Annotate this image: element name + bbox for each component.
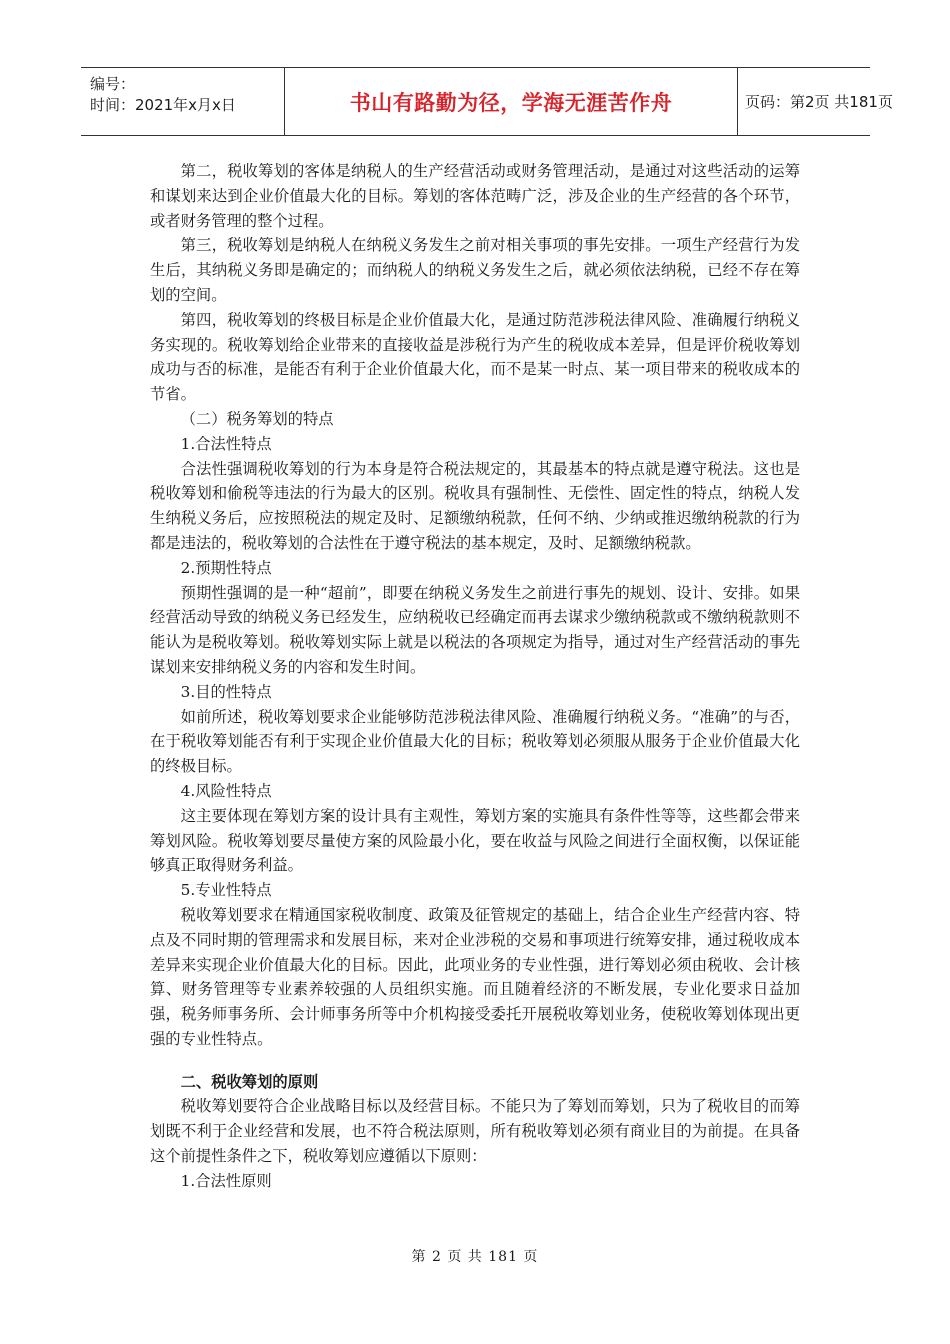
subsection-heading: 4.风险性特点: [180, 781, 272, 800]
number-label: 编号：: [90, 75, 136, 93]
date-label: 时间：2021年x月x日: [90, 96, 236, 114]
body-paragraph: 第二，税收筹划的客体是纳税人的生产经营活动或财务管理活动，是通过对这些活动的运筹和谋划来达到企业价值最大化的目标。筹划的客体范畴广泛，涉及企业的生产经营的各个环节，或者财务管理的整个过程。: [150, 162, 800, 230]
header-motto: 书山有路勤为径，学海无涯苦作舟: [284, 68, 738, 135]
subsection-heading: 3.目的性特点: [180, 682, 272, 701]
header-page-label: 页码：第2页 共181页: [745, 93, 893, 111]
document-body: [150, 159, 800, 1194]
body-paragraph: 预期性强调的是一种“超前”，即要在纳税义务发生之前进行事先的规划、设计、安排。如果经营活动导致的纳税义务已经发生，应纳税收已经确定而再去谋求少缴纳税款或不缴纳税款则不能认为是税收筹划。税收筹划实际上就是以税法的各项规定为指导，通过对生产经营活动的事先谋划来安排纳税义务的内容和发生时间。: [150, 583, 800, 676]
body-paragraph: 税收筹划要求在精通国家税收制度、政策及征管规定的基础上，结合企业生产经营内容、特点及不同时期的管理需求和发展目标，来对企业涉税的交易和事项进行统筹安排，通过税收成本差异来实现企业价值最大化的目标。因此，此项业务的专业性强，进行筹划必须由税收、会计核算、财务管理等专业素养较强的人员组织实施。而且随着经济的不断发展，专业化要求日益加强，税务师事务所、会计师事务所等中介机构接受委托开展税收筹划业务，使税收筹划体现出更强的专业性特点。: [150, 905, 800, 1048]
body-paragraph: 这主要体现在筹划方案的设计具有主观性，筹划方案的实施具有条件性等等，这些都会带来筹划风险。税收筹划要尽量使方案的风险最小化，要在收益与风险之间进行全面权衡，以保证能够真正取得财务利益。: [150, 806, 800, 875]
header-meta: [81, 68, 284, 135]
page-footer: 第 2 页 共 181 页: [411, 1249, 539, 1265]
subsection-heading: 1.合法性特点: [180, 434, 272, 453]
section-heading: 二、税收筹划的原则: [180, 1072, 319, 1091]
subsection-heading: 2.预期性特点: [180, 558, 272, 577]
body-paragraph: 税收筹划要符合企业战略目标以及经营目标。不能只为了筹划而筹划，只为了税收目的而筹划既不利于企业经营和发展，也不符合税法原则，所有税收筹划必须有商业目的为前提。在具备这个前提性条件之下，税收筹划应遵循以下原则：: [150, 1097, 800, 1166]
subsection-heading: （二）税务筹划的特点: [180, 409, 334, 428]
header-table: [81, 67, 893, 136]
body-paragraph: 第三，税收筹划是纳税人在纳税义务发生之前对相关事项的事先安排。一项生产经营行为发生后，其纳税义务即是确定的；而纳税人的纳税义务发生之后，就必须依法纳税，已经不存在筹划的空间。: [150, 236, 800, 304]
subsection-heading: 5.专业性特点: [180, 881, 272, 900]
body-paragraph: 第四，税收筹划的终极目标是企业价值最大化，是通过防范涉税法律风险、准确履行纳税义务实现的。税收筹划给企业带来的直接收益是涉税行为产生的税收成本差异，但是评价税收筹划成功与否的标准，是能否有利于企业价值最大化，而不是某一时点、某一项目带来的税收成本的节省。: [150, 310, 800, 404]
body-paragraph: 合法性强调税收筹划的行为本身是符合税法规定的，其最基本的特点就是遵守税法。这也是税收筹划和偷税等违法的行为最大的区别。税收具有强制性、无偿性、固定性的特点，纳税人发生纳税义务后，应按照税法的规定及时、足额缴纳税款，任何不纳、少纳或推迟缴纳税款的行为都是违法的，税收筹划的合法性在于遵守税法的基本规定，及时、足额缴纳税款。: [150, 459, 800, 552]
subsection-heading: 1.合法性原则: [180, 1171, 272, 1190]
body-paragraph: 如前所述，税收筹划要求企业能够防范涉税法律风险、准确履行纳税义务。“准确”的与否，在于税收筹划能否有利于实现企业价值最大化的目标；税收筹划必须服从服务于企业价值最大化的终极目标。: [150, 707, 800, 776]
